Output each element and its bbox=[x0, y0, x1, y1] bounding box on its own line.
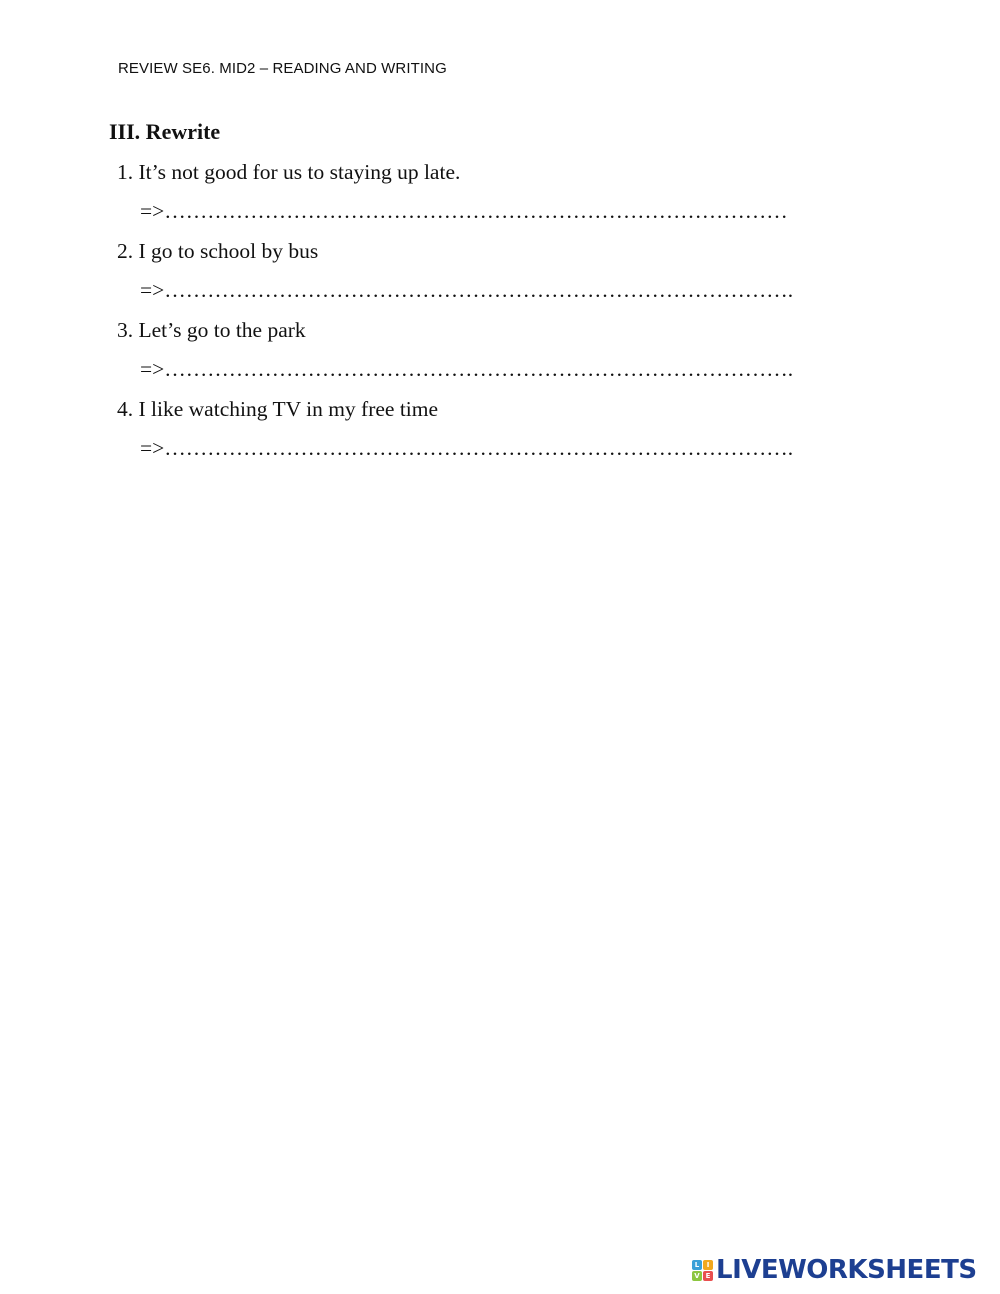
logo-mark-l: L bbox=[692, 1260, 702, 1270]
logo-text: LIVEWORKSHEETS bbox=[716, 1255, 977, 1285]
answer-line-3[interactable]: =>……………………………………………………………………………. bbox=[140, 357, 794, 381]
question-4: 4. I like watching TV in my free time bbox=[117, 397, 439, 421]
page-header: REVIEW SE6. MID2 – READING AND WRITING bbox=[118, 60, 447, 77]
question-3: 3. Let’s go to the park bbox=[117, 318, 306, 342]
answer-line-2[interactable]: =>……………………………………………………………………………. bbox=[140, 278, 794, 302]
liveworksheets-mark-icon bbox=[692, 1260, 713, 1281]
question-1: 1. It’s not good for us to staying up late. bbox=[117, 160, 461, 184]
section-title: III. Rewrite bbox=[109, 119, 221, 144]
answer-line-1[interactable]: =>…………………………………………………………………………… bbox=[140, 199, 788, 223]
answer-line-4[interactable]: =>……………………………………………………………………………. bbox=[140, 436, 794, 460]
question-2: 2. I go to school by bus bbox=[117, 239, 319, 263]
logo-mark-e: E bbox=[703, 1271, 713, 1281]
liveworksheets-logo bbox=[692, 1253, 977, 1287]
logo-mark-v: V bbox=[692, 1271, 702, 1281]
logo-mark-i: I bbox=[703, 1260, 713, 1270]
